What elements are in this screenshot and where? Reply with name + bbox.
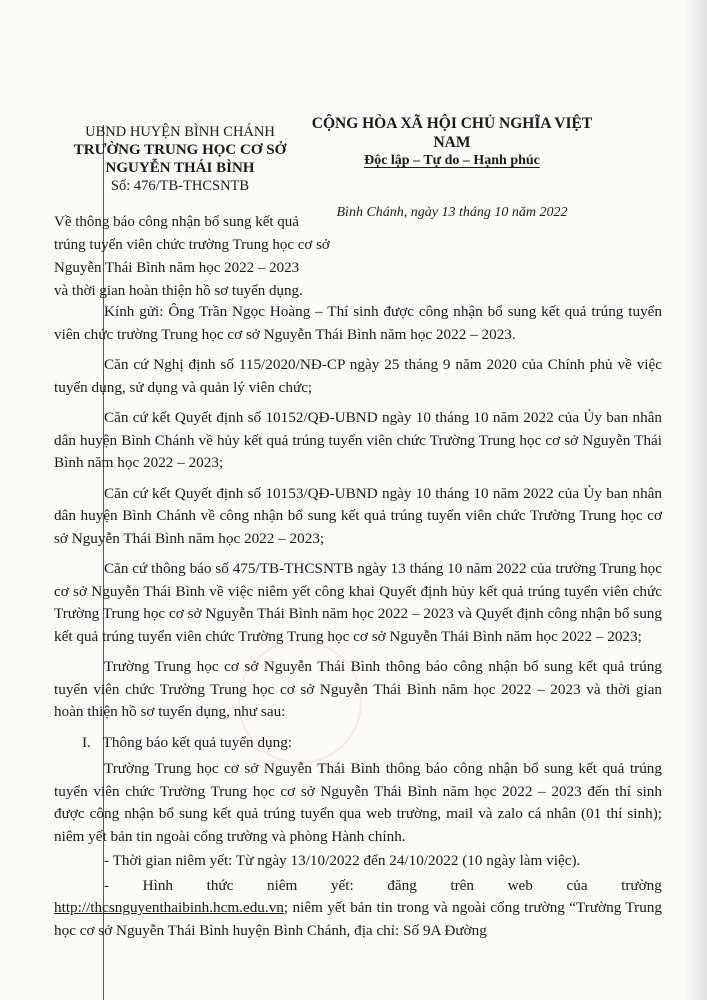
form-word: web <box>507 876 533 894</box>
result-paragraph: Trường Trung học cơ sở Nguyễn Thái Bình thông báo công nhận bổ sung kết quả trúng tuyển viên chức Trường Trung học cơ sở Nguyễn Thái Bình năm học 2022 – 2023 đến thí sinh được công nhận bổ sung kết quả trúng tuyển qua web trường, mail và zalo cá nhân (01 thí sinh); niêm yết bản tin ngoài cổng trường và phòng Hành chính. <box>54 760 662 845</box>
posting-form-continuation <box>54 897 662 942</box>
posting-period: - Thời gian niêm yết: Từ ngày 13/10/2022 đến 24/10/2022 (10 ngày làm việc). <box>104 852 581 869</box>
legal-basis-2: Căn cứ kết Quyết định số 10152/QĐ-UBND ngày 10 tháng 10 năm 2022 của Ủy ban nhân dân huyện Bình Chánh về hủy kết quả trúng tuyển viên chức Trường Trung học cơ sở Nguyễn Thái Bình năm học 2022 – 2023; <box>54 409 662 471</box>
subject-line: và thời gian hoàn thiện hồ sơ tuyển dụng. <box>54 283 303 299</box>
national-motto: Độc lập – Tự do – Hạnh phúc <box>364 153 540 168</box>
nation-title: CỘNG HÒA XÃ HỘI CHỦ NGHĨA VIỆT NAM <box>311 115 593 151</box>
form-word: đăng <box>387 876 417 894</box>
section-title: Thông báo kết quả tuyển dụng: <box>102 733 293 751</box>
document-subject <box>54 211 354 303</box>
school-website-link[interactable]: http://thcsnguyenthaibinh.hcm.edu.vn <box>54 899 284 916</box>
issue-date: Bình Chánh, ngày 13 tháng 10 năm 2022 <box>336 205 568 220</box>
form-word: thức <box>206 876 234 894</box>
issuer-parent: UBND HUYỆN BÌNH CHÁNH <box>85 124 275 140</box>
subject-line: trúng tuyển viên chức trường Trung học cơ sở <box>54 237 330 253</box>
document-body <box>54 301 662 942</box>
form-word: của <box>566 876 588 894</box>
subject-line: Nguyễn Thái Bình năm học 2022 – 2023 <box>54 260 300 276</box>
recipient-paragraph: Kính gửi: Ông Trần Ngọc Hoàng – Thí sinh được công nhận bổ sung kết quả trúng tuyển viên chức trường Trung học cơ sở Nguyễn Thái Bình năm học 2022 – 2023. <box>54 303 662 343</box>
posting-form-line <box>54 875 662 898</box>
page-edge-shadow <box>685 0 707 1000</box>
form-word: Hình <box>142 876 174 894</box>
form-word: trường <box>621 876 662 894</box>
section-heading <box>54 732 662 755</box>
legal-basis-1: Căn cứ Nghị định số 115/2020/NĐ-CP ngày 25 tháng 9 năm 2020 của Chính phủ về việc tuyển dụng, sử dụng và quản lý viên chức; <box>54 356 662 396</box>
section-number: I. <box>82 733 91 751</box>
form-word: trên <box>450 876 475 894</box>
issuer-block <box>60 124 300 195</box>
posting-form-text: ; niêm yết bản tin trong và ngoài cổng trường “Trường Trung học cơ sở Nguyễn Thái Bình huyện Bình Chánh, địa chỉ: Số 9A Đường <box>54 899 662 939</box>
form-word: - <box>104 876 110 894</box>
form-word: yết: <box>330 876 354 894</box>
document-number: Số: 476/TB-THCSNTB <box>110 178 250 194</box>
announcement-paragraph: Trường Trung học cơ sở Nguyễn Thái Bình thông báo công nhận bổ sung kết quả trúng tuyển viên chức Trường Trung học cơ sở Nguyễn Thái Bình năm học 2022 – 2023 và thời gian hoàn thiện hồ sơ tuyển dụng, như sau: <box>54 658 662 720</box>
subject-line: Về thông báo công nhận bổ sung kết quả <box>54 214 299 230</box>
national-header <box>292 114 612 222</box>
legal-basis-3: Căn cứ kết Quyết định số 10153/QĐ-UBND ngày 10 tháng 10 năm 2022 của Ủy ban nhân dân huyện Bình Chánh về công nhận bổ sung kết quả trúng tuyển viên chức Trường Trung học cơ sở Nguyễn Thái Bình năm học 2022 – 2023; <box>54 484 662 547</box>
form-word: niêm <box>266 876 298 894</box>
issuer-name-line2: NGUYỄN THÁI BÌNH <box>105 160 255 176</box>
legal-basis-4: Căn cứ thông báo số 475/TB-THCSNTB ngày 13 tháng 10 năm 2022 của trường Trung học cơ sở Nguyễn Thái Bình về việc niêm yết công khai Quyết định hủy kết quả trúng tuyển viên chức Trường Trung học cơ sở Nguyễn Thái Bình năm học 2022 – 2023 và Quyết định công nhận bổ sung kết quả trúng tuyển viên chức Trường Trung học cơ sở Nguyễn Thái Bình năm học 2022 – 2023; <box>54 560 662 645</box>
issuer-name-line1: TRƯỜNG TRUNG HỌC CƠ SỞ <box>73 142 287 158</box>
